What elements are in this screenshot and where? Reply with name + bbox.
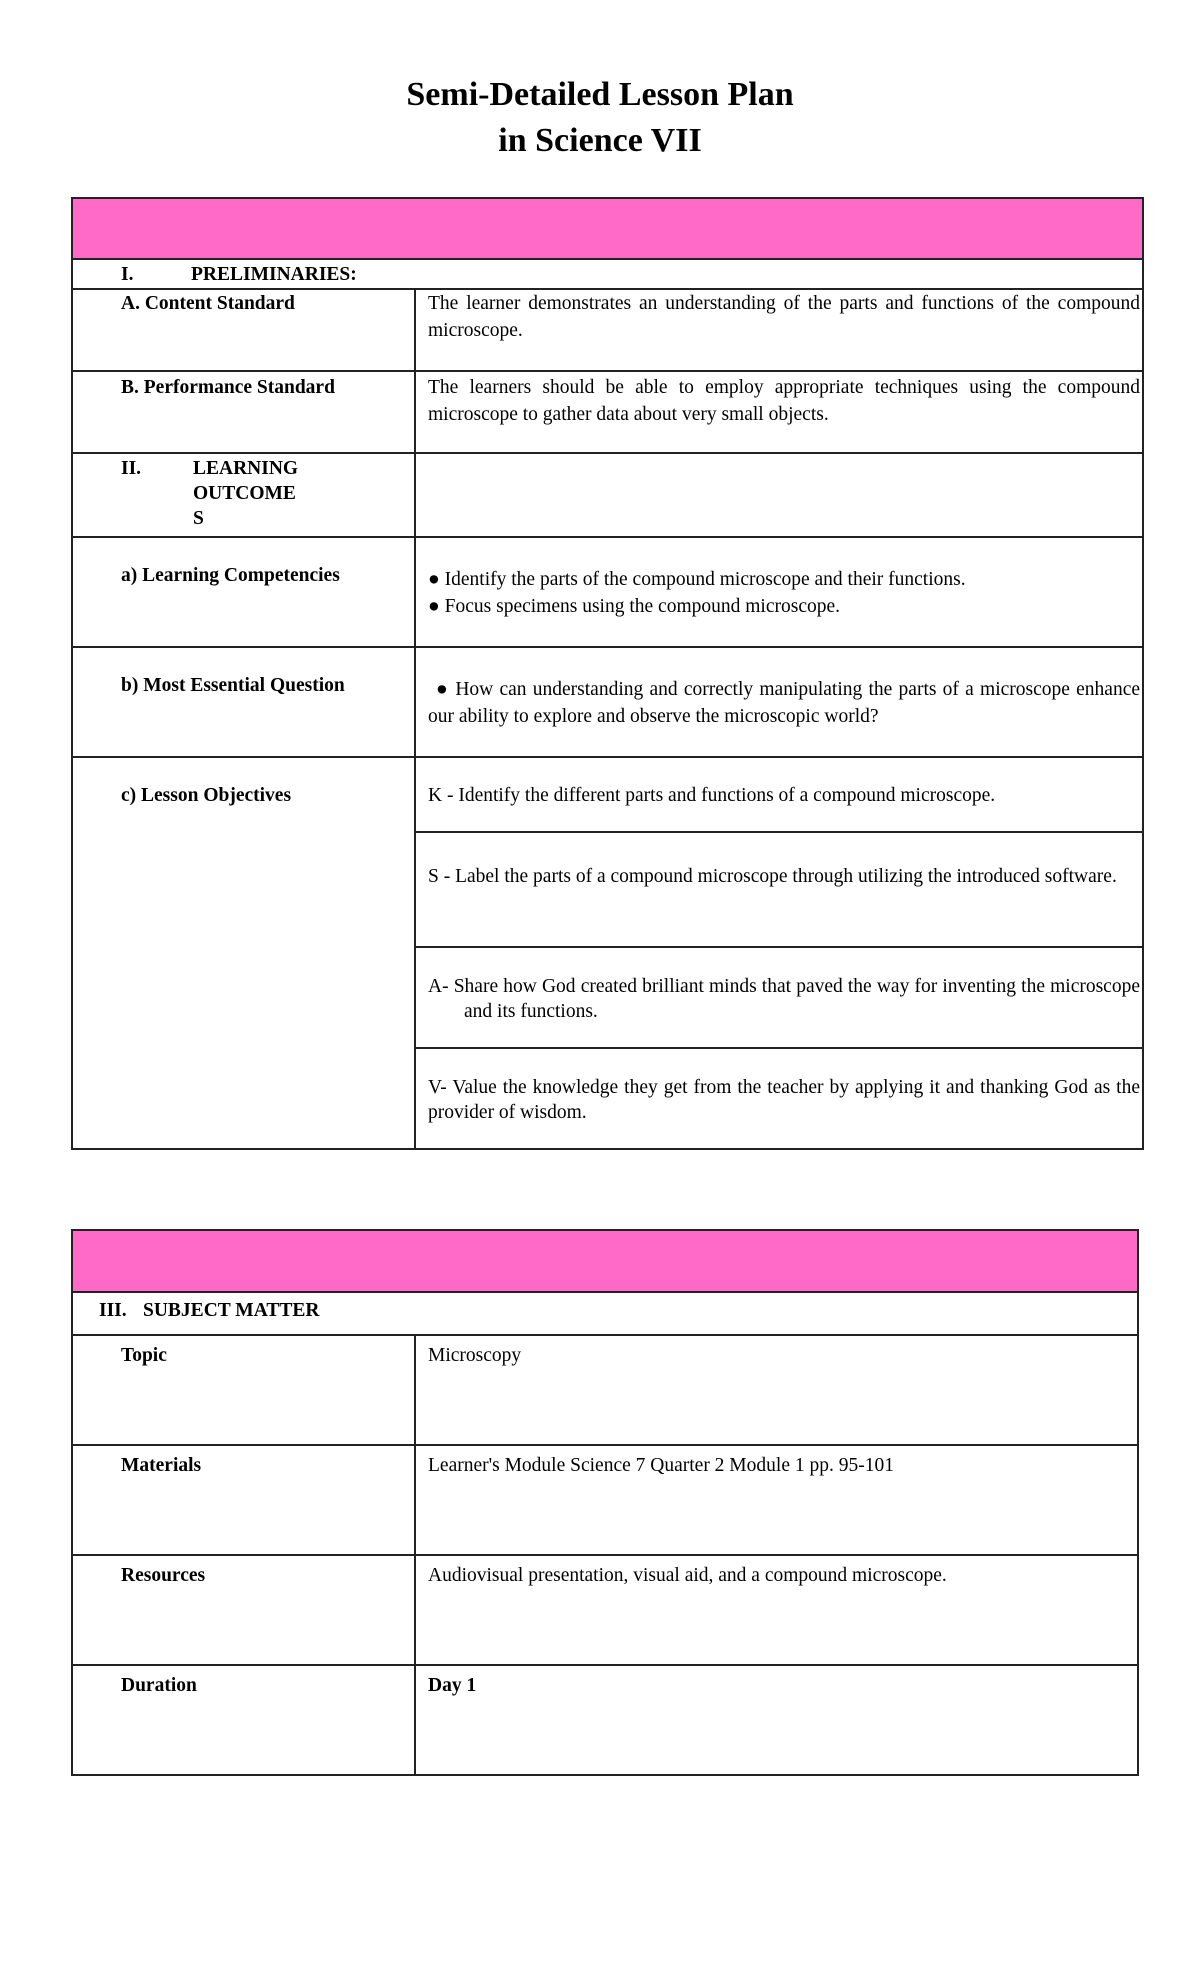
content-standard-label: A. Content Standard [72, 289, 415, 371]
lesson-objectives-label: c) Lesson Objectives [72, 757, 415, 1149]
pink-header-band [72, 1230, 1138, 1292]
resources-value: Audiovisual presentation, visual aid, and a compound microscope. [415, 1555, 1138, 1665]
preliminaries-table [71, 197, 1144, 1150]
competency-item: ● Focus specimens using the compound microscope. [428, 596, 841, 617]
document-title [0, 72, 1200, 164]
performance-standard-value: The learners should be able to employ appropriate techniques using the compound microscope to gather data about very small objects. [415, 371, 1143, 453]
objective-knowledge: K - Identify the different parts and functions of a compound microscope. [415, 757, 1143, 832]
learning-outcomes-line-3: S [193, 508, 204, 529]
performance-standard-label: B. Performance Standard [72, 371, 415, 453]
pink-header-band [72, 198, 1143, 259]
title-line-1: Semi-Detailed Lesson Plan [406, 76, 794, 113]
resources-label: Resources [72, 1555, 415, 1665]
materials-value: Learner's Module Science 7 Quarter 2 Module 1 pp. 95-101 [415, 1445, 1138, 1555]
learning-outcomes-line-1: LEARNING [193, 458, 299, 479]
duration-value: Day 1 [415, 1665, 1138, 1775]
duration-label: Duration [72, 1665, 415, 1775]
learning-outcomes-numeral: II. [121, 458, 142, 479]
learning-competencies-list [415, 537, 1143, 647]
subject-matter-numeral: III. [99, 1300, 127, 1321]
learning-competencies-label: a) Learning Competencies [72, 537, 415, 647]
objective-skill: S - Label the parts of a compound microscope through utilizing the introduced software. [415, 832, 1143, 947]
objective-attitude-text: A- Share how God created brilliant minds that paved the way for inventing the microscope and its functions. [428, 976, 1140, 1022]
essential-question-label: b) Most Essential Question [72, 647, 415, 757]
essential-question-value: ● How can understanding and correctly manipulating the parts of a microscope enhance our ability to explore and observe the microscopic world? [415, 647, 1143, 757]
learning-outcomes-empty-cell [415, 453, 1143, 537]
subject-matter-label: SUBJECT MATTER [143, 1300, 320, 1321]
subject-matter-heading [72, 1292, 1138, 1335]
objective-values: V- Value the knowledge they get from the teacher by applying it and thanking God as the provider of wisdom. [415, 1048, 1143, 1149]
topic-value: Microscopy [415, 1335, 1138, 1445]
content-standard-value: The learner demonstrates an understanding of the parts and functions of the compound microscope. [415, 289, 1143, 371]
preliminaries-heading [72, 259, 1143, 289]
materials-label: Materials [72, 1445, 415, 1555]
competency-item: ● Identify the parts of the compound microscope and their functions. [428, 569, 966, 590]
preliminaries-numeral: I. [121, 264, 134, 285]
subject-matter-table [71, 1229, 1139, 1776]
title-line-2: in Science VII [498, 122, 702, 159]
learning-outcomes-line-2: OUTCOME [193, 483, 296, 504]
topic-label: Topic [72, 1335, 415, 1445]
objective-attitude [415, 947, 1143, 1048]
learning-outcomes-heading [72, 453, 415, 537]
preliminaries-label: PRELIMINARIES: [191, 264, 357, 285]
